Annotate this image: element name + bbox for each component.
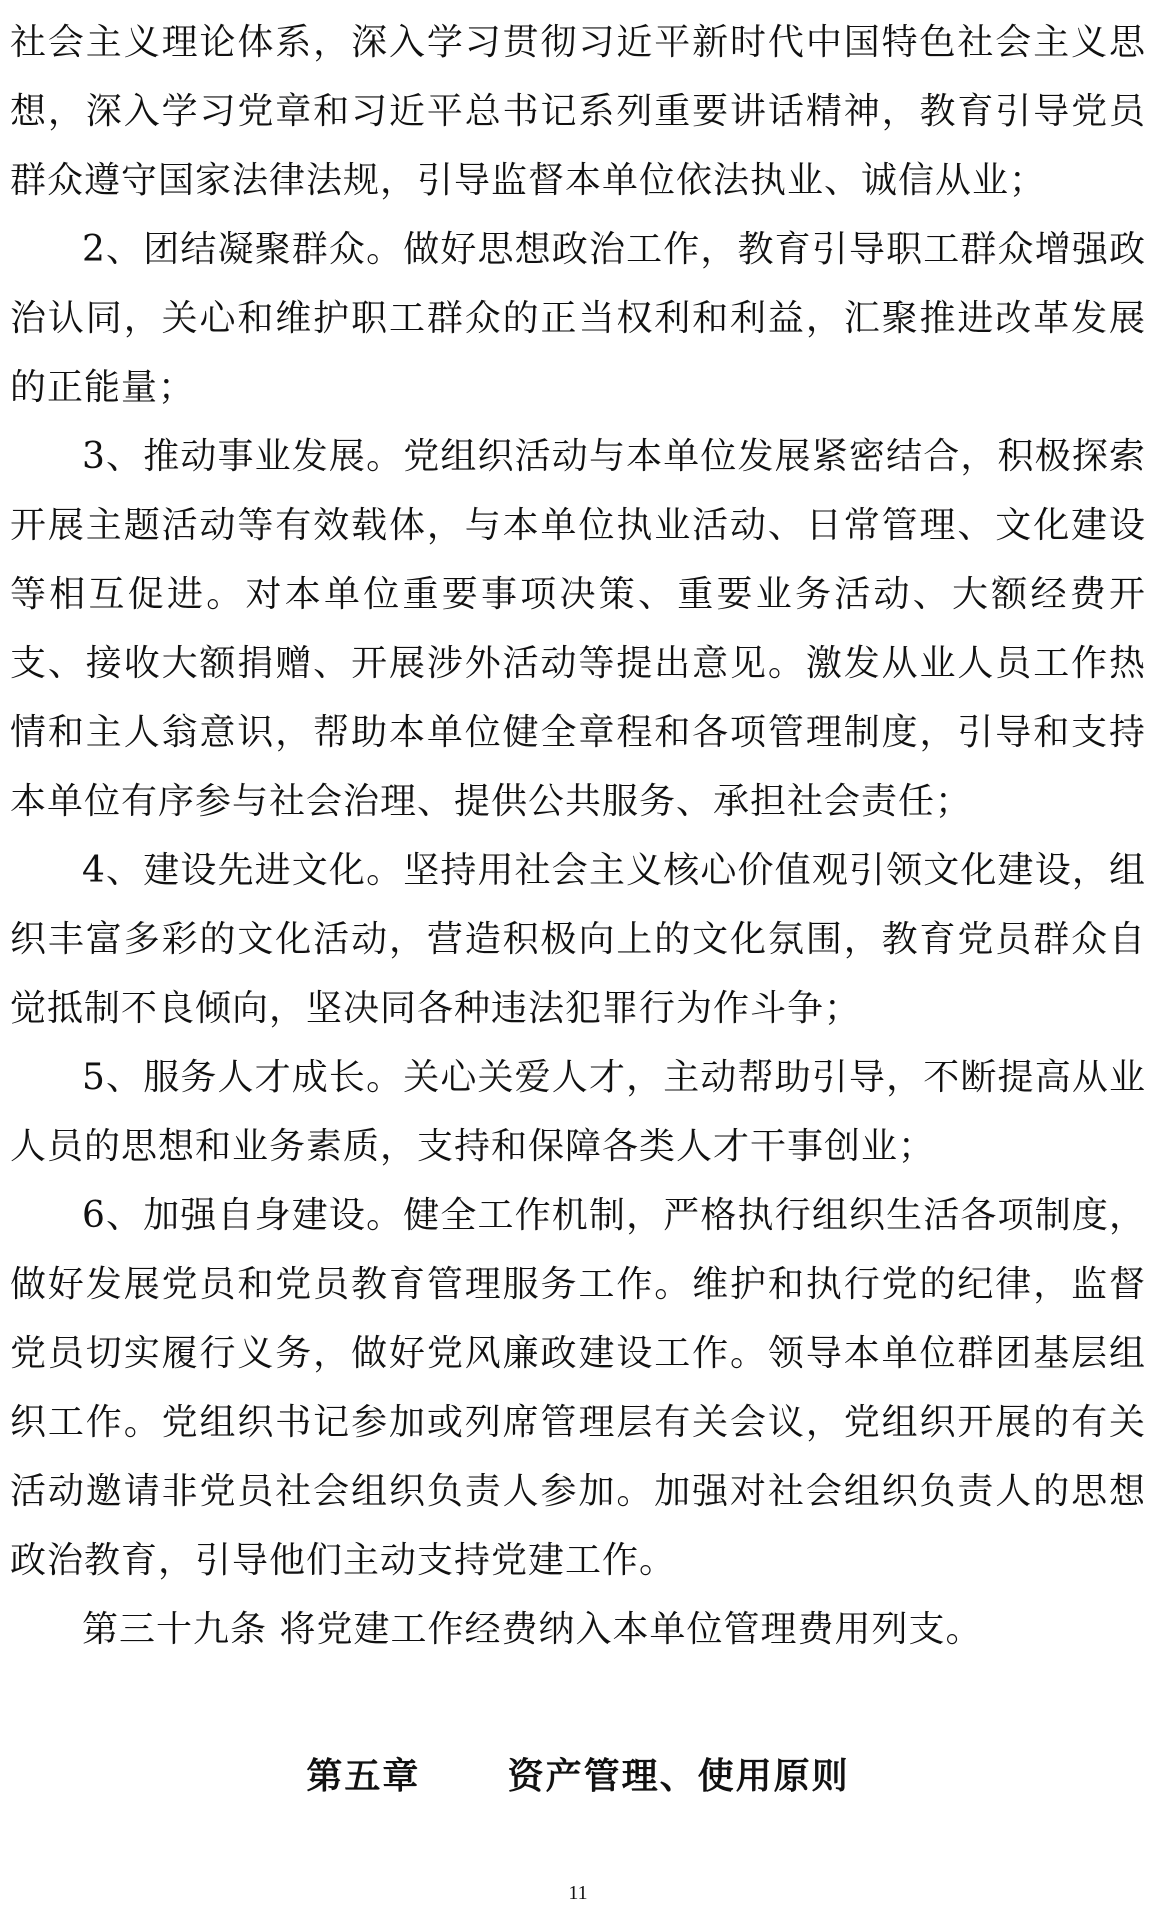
paragraph-item-2: 2、团结凝聚群众。做好思想政治工作，教育引导职工群众增强政治认同，关心和维护职工群众的正当权利和利益，汇聚推进改革发展的正能量； — [10, 229, 1146, 408]
document-page — [10, 8, 1146, 1912]
paragraph-item-3: 3、推动事业发展。党组织活动与本单位发展紧密结合，积极探索开展主题活动等有效载体，与本单位执业活动、日常管理、文化建设等相互促进。对本单位重要事项决策、重要业务活动、大额经费开支、接收大额捐赠、开展涉外活动等提出意见。激发从业人员工作热情和主人翁意识，帮助本单位健全章程和各项管理制度，引导和支持本单位有序参与社会治理、提供公共服务、承担社会责任； — [10, 436, 1146, 822]
paragraph-item-4: 4、建设先进文化。坚持用社会主义核心价值观引领文化建设，组织丰富多彩的文化活动，营造积极向上的文化氛围，教育党员群众自觉抵制不良倾向，坚决同各种违法犯罪行为作斗争； — [10, 850, 1146, 1029]
paragraph-item-6: 6、加强自身建设。健全工作机制，严格执行组织生活各项制度，做好发展党员和党员教育管理服务工作。维护和执行党的纪律，监督党员切实履行义务，做好党风廉政建设工作。领导本单位群团基层组织工作。党组织书记参加或列席管理层有关会议，党组织开展的有关活动邀请非党员社会组织负责人参加。加强对社会组织负责人的思想政治教育，引导他们主动支持党建工作。 — [10, 1195, 1146, 1581]
paragraph-continuation: 社会主义理论体系，深入学习贯彻习近平新时代中国特色社会主义思想，深入学习党章和习近平总书记系列重要讲话精神，教育引导党员群众遵守国家法律法规，引导监督本单位依法执业、诚信从业； — [10, 22, 1146, 201]
page-number: 11 — [568, 1882, 588, 1904]
article-39: 第三十九条 将党建工作经费纳入本单位管理费用列支。 — [82, 1609, 983, 1650]
paragraph-item-5: 5、服务人才成长。关心关爱人才，主动帮助引导，不断提高从业人员的思想和业务素质，支持和保障各类人才干事创业； — [10, 1057, 1146, 1167]
chapter-heading: 第五章 资产管理、使用原则 — [306, 1756, 850, 1797]
